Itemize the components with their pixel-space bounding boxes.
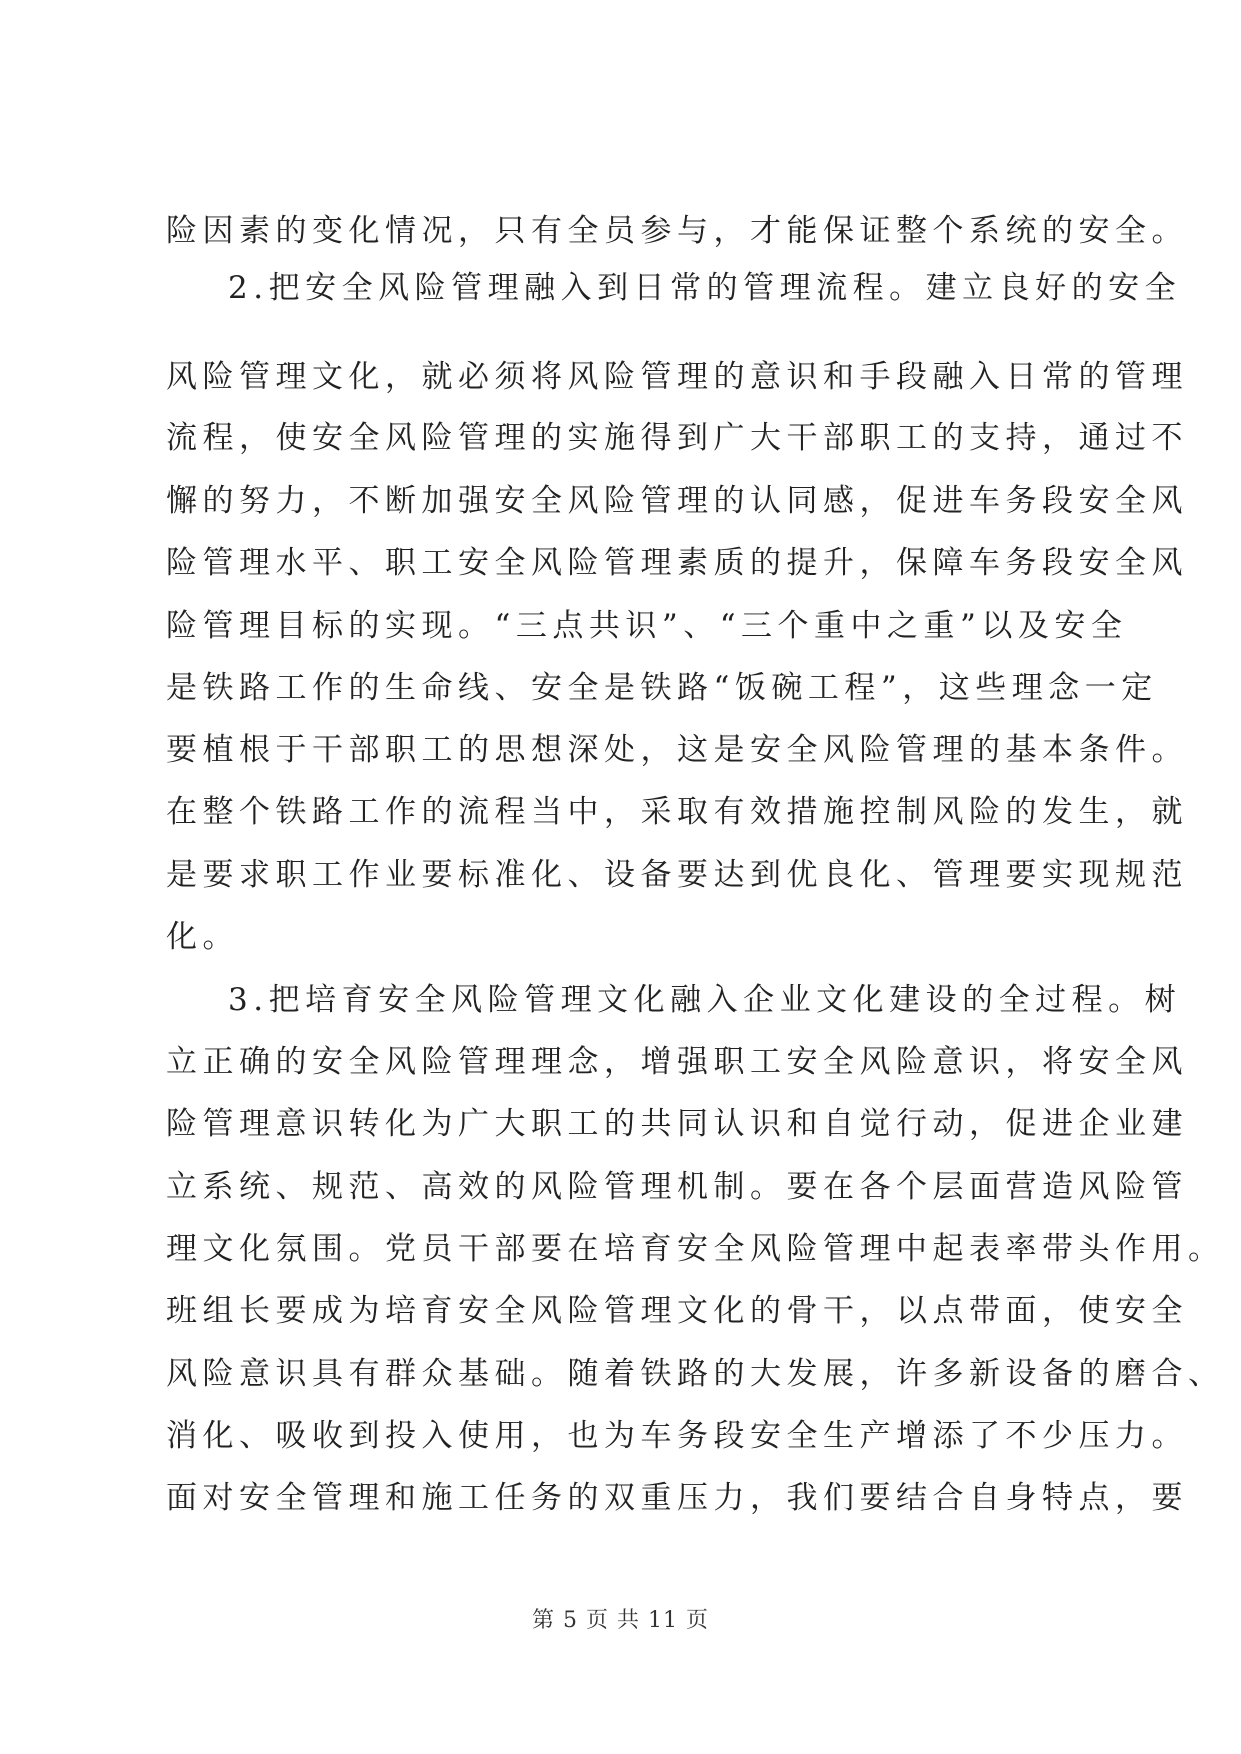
text-line: 立正确的安全风险管理理念，增强职工安全风险意识，将安全风	[166, 1044, 1188, 1080]
text-line: 流程，使安全风险管理的实施得到广大干部职工的支持，通过不	[166, 420, 1188, 456]
text-line: 2.把安全风险管理融入到日常的管理流程。建立良好的安全	[228, 270, 1182, 306]
text-line: 班组长要成为培育安全风险管理文化的骨干，以点带面，使安全	[166, 1293, 1188, 1329]
text-line: 风险意识具有群众基础。随着铁路的大发展，许多新设备的磨合、	[166, 1356, 1225, 1392]
text-line: 面对安全管理和施工任务的双重压力，我们要结合自身特点，要	[166, 1480, 1188, 1516]
text-line: 在整个铁路工作的流程当中，采取有效措施控制风险的发生，就	[166, 794, 1188, 830]
text-line: 懈的努力，不断加强安全风险管理的认同感，促进车务段安全风	[166, 483, 1188, 519]
text-line: 立系统、规范、高效的风险管理机制。要在各个层面营造风险管	[166, 1169, 1188, 1205]
text-line: 消化、吸收到投入使用，也为车务段安全生产增添了不少压力。	[166, 1418, 1188, 1454]
text-line: 是要求职工作业要标准化、设备要达到优良化、管理要实现规范	[166, 857, 1188, 893]
text-line: 理文化氛围。党员干部要在培育安全风险管理中起表率带头作用。	[166, 1231, 1225, 1267]
text-line: 险管理意识转化为广大职工的共同认识和自觉行动，促进企业建	[166, 1106, 1188, 1142]
text-line: 是铁路工作的生命线、安全是铁路“饭碗工程”，这些理念一定	[166, 670, 1158, 706]
text-line: 化。	[166, 919, 239, 955]
text-line: 险管理目标的实现。“三点共识”、“三个重中之重”以及安全	[166, 608, 1128, 644]
text-line: 险因素的变化情况，只有全员参与，才能保证整个系统的安全。	[166, 213, 1188, 249]
text-line: 3.把培育安全风险管理文化融入企业文化建设的全过程。树	[228, 982, 1182, 1018]
text-line: 风险管理文化，就必须将风险管理的意识和手段融入日常的管理	[166, 359, 1188, 395]
page-number-footer: 第 5 页 共 11 页	[532, 1608, 709, 1633]
text-line: 要植根于干部职工的思想深处，这是安全风险管理的基本条件。	[166, 732, 1188, 768]
text-line: 险管理水平、职工安全风险管理素质的提升，保障车务段安全风	[166, 545, 1188, 581]
